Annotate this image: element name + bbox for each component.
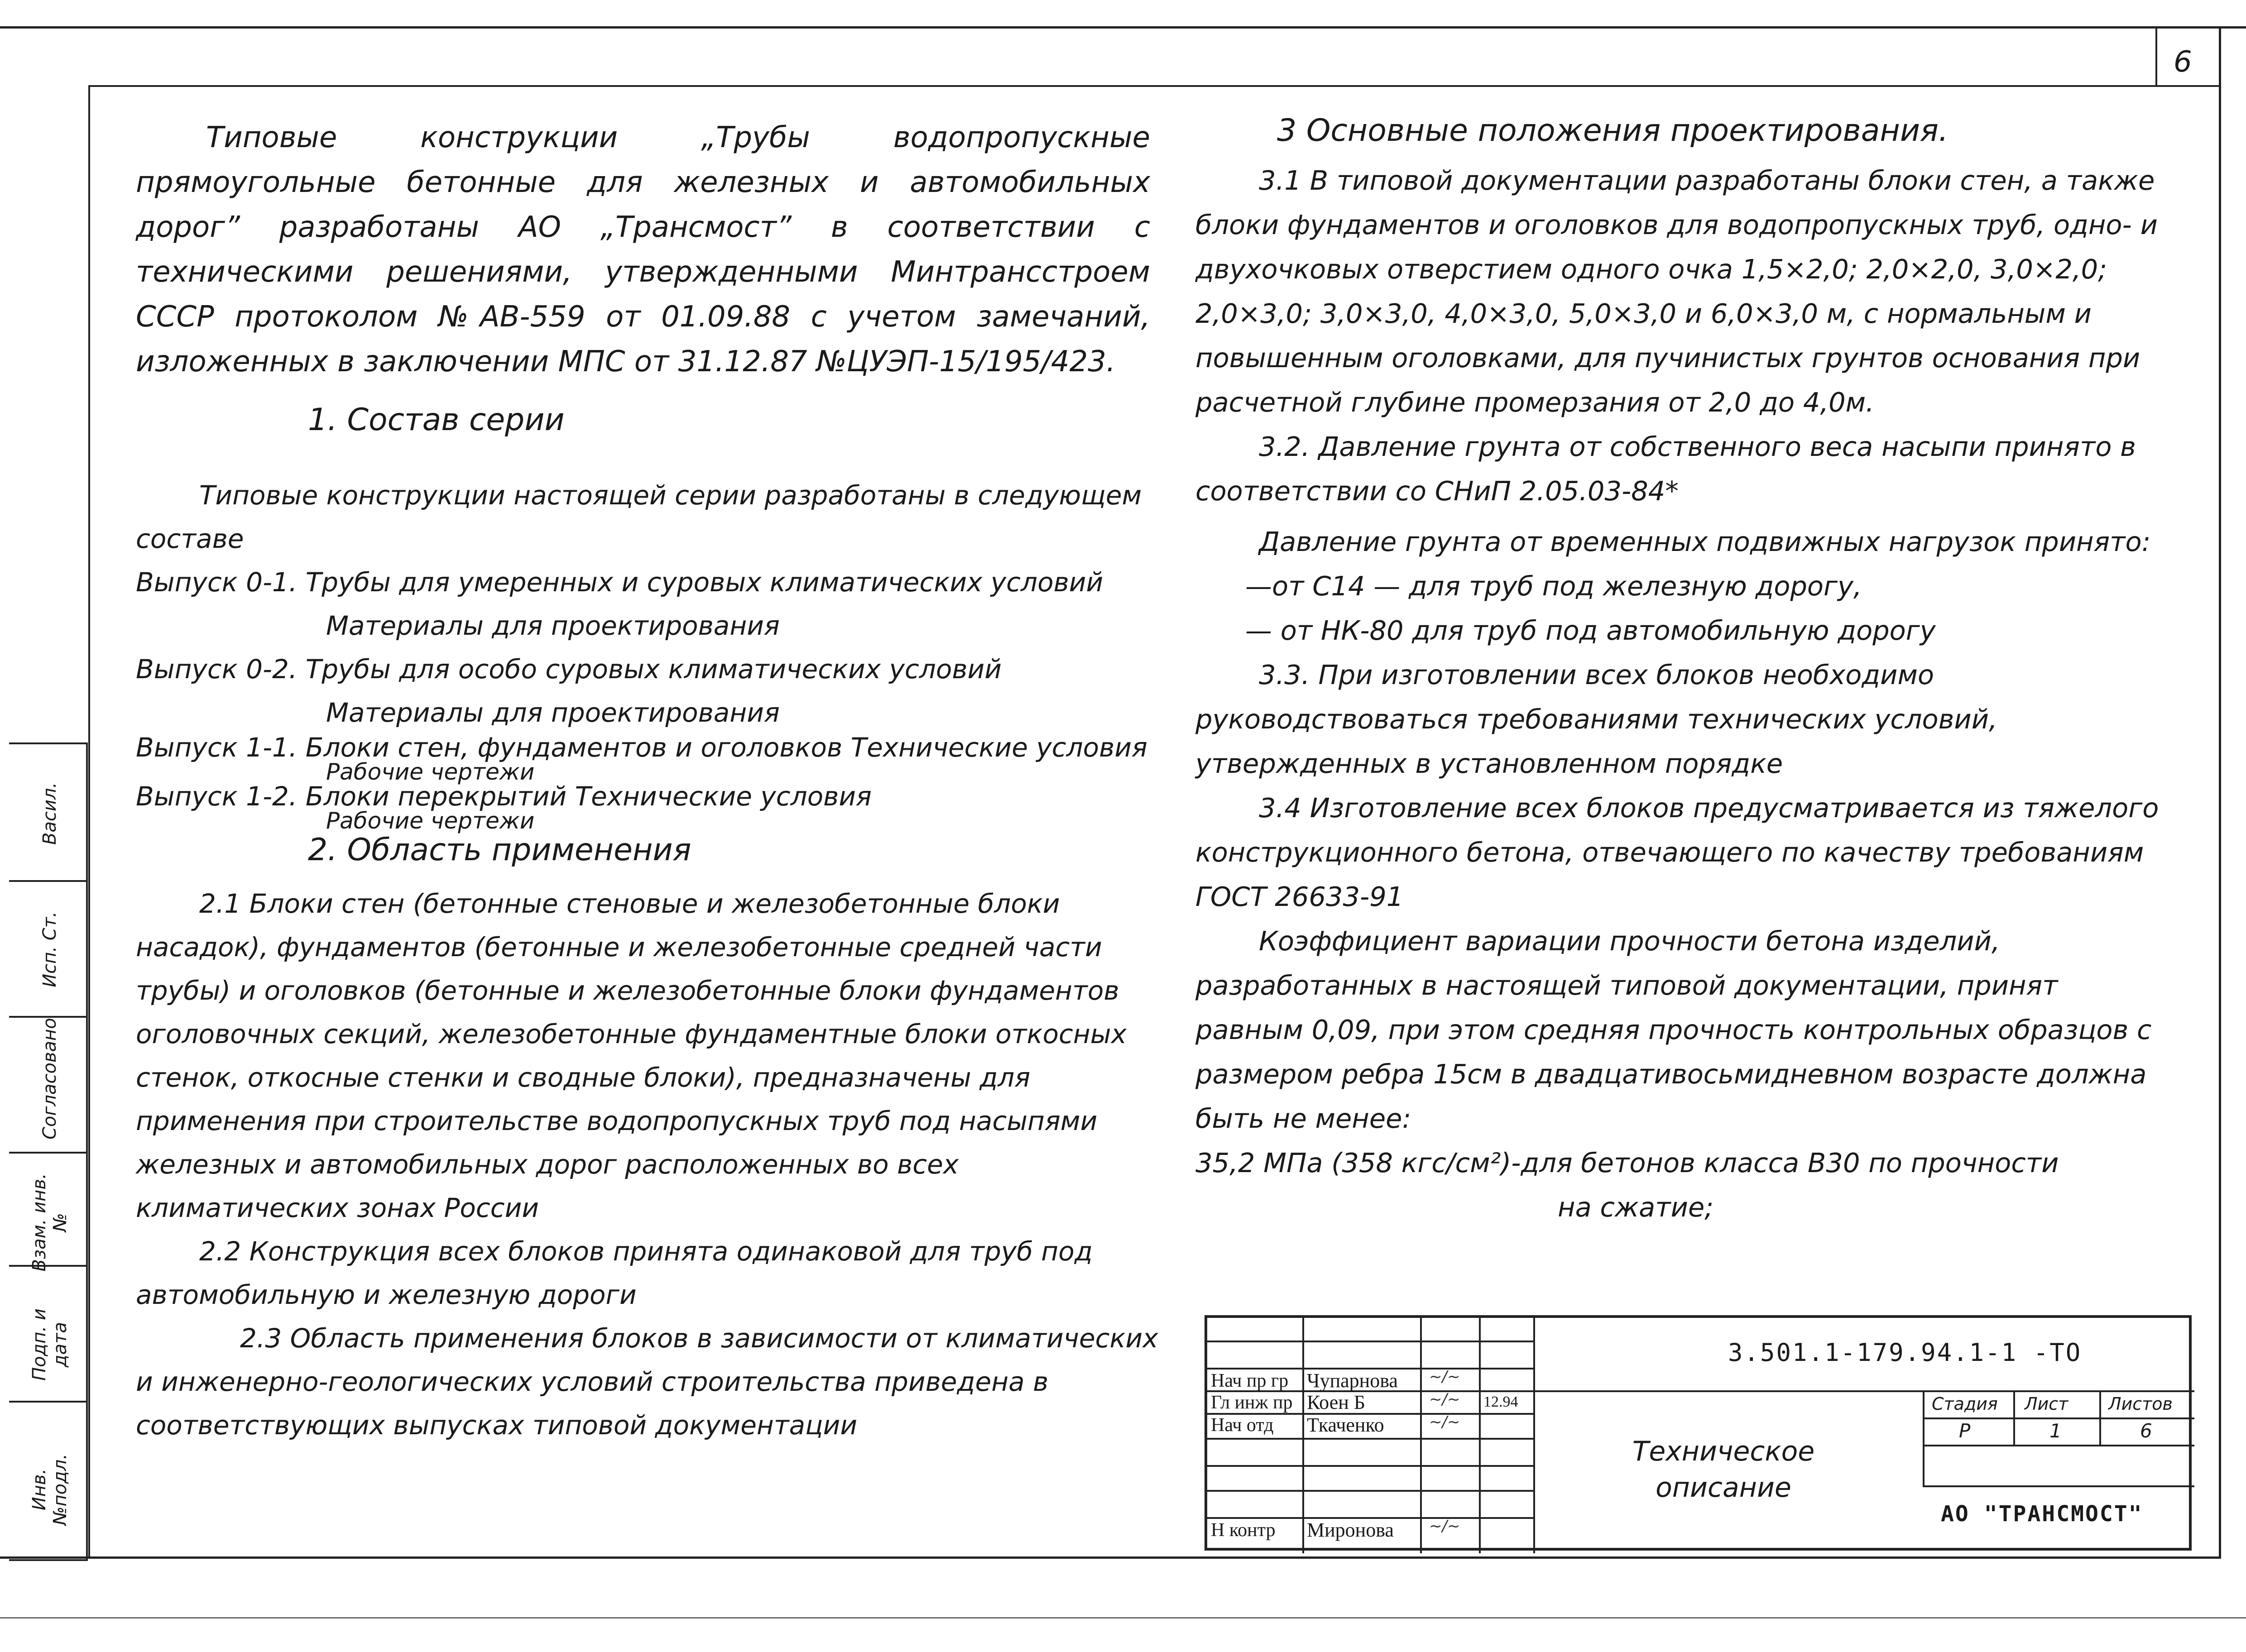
section3-p32b: Давление грунта от временных подвижных нагрузок принято: (1259, 526, 2151, 557)
issue-label: Выпуск 1-2. (136, 781, 298, 812)
section3-dash1: —от С14 — для труб под железную дорогу, (1245, 570, 1862, 602)
stamp-sheets-value: 6 (2140, 1420, 2152, 1442)
title-block (1205, 1315, 2192, 1551)
intro-paragraph (136, 115, 1150, 384)
lower-edge-line (0, 1617, 2246, 1618)
stamp-role: Нач отд (1211, 1415, 1274, 1436)
document-title-line: описание (1656, 1472, 1791, 1504)
binding-divider (9, 1152, 86, 1154)
organization-name: АО "ТРАНСМОСТ" (1941, 1501, 2143, 1527)
signature-mark: ~/~ (1429, 1368, 1460, 1386)
stamp-divider (1533, 1318, 1535, 1553)
section3-p33: 3.3. При изготовлении всех блоков необходимо руководствоваться требованиями технических условий, утвержденных в установленном порядке (1195, 659, 1997, 779)
binding-cell: Подп. и дата (29, 1308, 71, 1381)
section3-p35: Коэффициент вариации прочности бетона изделий, разработанных в настоящей типовой документации, принят равным 0,09, при этом средняя прочность контрольных образцов с размером ребра 15см в двадцативосьмидневном возрасте должна быть не менее: (1195, 925, 2152, 1134)
binding-cell: Взам. инв.№ (29, 1173, 71, 1272)
binding-cell: Инв.№подл. (29, 1453, 71, 1526)
issue-sub: Рабочие чертежи (326, 808, 535, 834)
stamp-sheet-value: 1 (2049, 1420, 2062, 1442)
issue-text: Блоки перекрытий Технические условия (305, 781, 872, 812)
binding-divider (9, 1401, 86, 1403)
section3-p31: 3.1 В типовой документации разработаны блоки стен, а также блоки фундаментов и оголовков для водопропускных труб, одно- и двухочковых отверстием одного очка 1,5×2,0; 2,0×2,0, 3,0×2,0; 2,0×3,0; 3,0×3,0, 4,0×3,0, 5,0×3,0 и 6,0×3,0 м, с нормальным и повышенным оголовками, для пучинистых грунтов основания при расчетной глубине промерзания от 2,0 до 4,0м. (1195, 165, 2158, 418)
section2-p2: 2.2 Конструкция всех блоков принята одинаковой для труб под автомобильную и железную дороги (136, 1236, 1093, 1310)
stamp-header-stage: Стадия (1932, 1394, 1998, 1414)
issue-text: Трубы для особо суровых климатических условий (305, 654, 1002, 685)
issue-list (136, 560, 1159, 832)
section1-title: 1. Состав серии (308, 402, 565, 438)
document-title-line: Техническое (1632, 1436, 1815, 1467)
section3-p32: 3.2. Давление грунта от собственного веса насыпи принято в соответствии со СНиП 2.05.03-84* (1195, 431, 2136, 507)
stamp-divider (1207, 1465, 1533, 1467)
stamp-divider (1923, 1390, 1924, 1485)
page-number: 6 (2174, 45, 2192, 79)
section3-p37: на сжатие; (1558, 1192, 1714, 1223)
section3-title: 3 Основные положения проектирования. (1277, 113, 1948, 148)
stamp-role: Н контр (1211, 1520, 1276, 1541)
binding-stamp (9, 742, 88, 1561)
left-column (136, 398, 1159, 1447)
document-title (1606, 1433, 1841, 1506)
stamp-date: 12.94 (1483, 1393, 1518, 1410)
page-number-box-left (2155, 26, 2157, 85)
issue-item (136, 783, 1159, 832)
right-column (1195, 109, 2174, 1230)
stamp-divider (1923, 1445, 2194, 1446)
top-border (0, 26, 2246, 29)
signature-mark: ~/~ (1429, 1413, 1460, 1431)
stamp-divider (1923, 1417, 2194, 1419)
inner-frame-left (88, 85, 90, 1556)
document-code: 3.501.1-179.94.1-1 -ТО (1728, 1338, 2082, 1367)
issue-label: Выпуск 0-1. (136, 567, 298, 598)
stamp-divider (1207, 1490, 1533, 1492)
stamp-stage-value: Р (1959, 1420, 1971, 1442)
binding-divider (9, 880, 86, 882)
stamp-header-sheet: Лист (2025, 1394, 2068, 1414)
stamp-divider (1923, 1485, 2194, 1487)
bottom-border (0, 1556, 2221, 1559)
section2-title: 2. Область применения (308, 832, 691, 868)
signature-mark: ~/~ (1429, 1517, 1460, 1535)
stamp-divider (1207, 1438, 1533, 1440)
section1-lead: Типовые конструкции настоящей серии разработаны в следующем составе (136, 480, 1142, 554)
issue-sub: Материалы для проектирования (326, 610, 780, 641)
issue-sub: Материалы для проектирования (326, 697, 780, 728)
stamp-name: Ткаченко (1307, 1414, 1384, 1436)
right-border (2219, 26, 2221, 1556)
stamp-role: Гл инж пр (1211, 1392, 1293, 1413)
issue-label: Выпуск 0-2. (136, 654, 298, 685)
issue-item (136, 734, 1159, 783)
section2-p1: 2.1 Блоки стен (бетонные стеновые и железобетонные блоки насадок), фундаментов (бетонные и железобетонные средней части трубы) и оголовков (бетонные и железобетонные блоки фундаментов оголовочных секций, железобетонные фундаментные блоки откосных стенок, откосные стенки и сводные блоки), предназначены для применения при строительстве водопропускных труб под насыпями железных и автомобильных дорог расположенных во всех климатических зонах России (136, 888, 1127, 1223)
issue-text: Трубы для умеренных и суровых климатических условий (305, 567, 1104, 598)
section3-p36: 35,2 МПа (358 кгс/см²)-для бетонов класса В30 по прочности (1195, 1147, 2059, 1178)
section3-dash2: — от НК-80 для труб под автомобильную дорогу (1245, 615, 1936, 646)
binding-cell: Согласовано (39, 1018, 60, 1140)
stamp-role: Нач пр гр (1211, 1370, 1289, 1391)
signature-mark: ~/~ (1429, 1390, 1460, 1408)
stamp-divider (1207, 1341, 1533, 1342)
issue-sub: Рабочие чертежи (326, 759, 535, 785)
binding-cell: Исп. Ст. (39, 911, 60, 987)
issue-text: Блоки стен, фундаментов и оголовков Технические условия (305, 732, 1147, 763)
section2-p3: 2.3 Область применения блоков в зависимости от климатических и инженерно-геологических условий строительства приведена в соответствующих выпусках типовой документации (136, 1323, 1158, 1441)
issue-item (136, 560, 1159, 647)
issue-item (136, 647, 1159, 734)
issue-label: Выпуск 1-1. (136, 732, 298, 763)
binding-cell: Васил. (39, 782, 60, 845)
section3-p34: 3.4 Изготовление всех блоков предусматривается из тяжелого конструкционного бетона, отвечающего по качеству требованиям ГОСТ 26633-91 (1195, 792, 2159, 912)
stamp-name: Миронова (1307, 1519, 1394, 1541)
intro-text: Типовые конструкции „Трубы водопропускные прямоугольные бетонные для железных и автомобильных дорог” разработаны АО „Трансмост” в соответствии с техническими решениями, утвержденными Минтрансстроем СССР протоколом №АВ-559 от 01.09.88 с учетом замечаний, изложенных в заключении МПС от 31.12.87 №ЦУЭП-15/195/423. (136, 121, 1150, 378)
inner-frame-top (88, 85, 2221, 87)
stamp-header-sheets: Листов (2108, 1394, 2173, 1414)
stamp-name: Коен Б (1307, 1391, 1366, 1413)
stamp-name: Чупарнова (1307, 1369, 1398, 1392)
